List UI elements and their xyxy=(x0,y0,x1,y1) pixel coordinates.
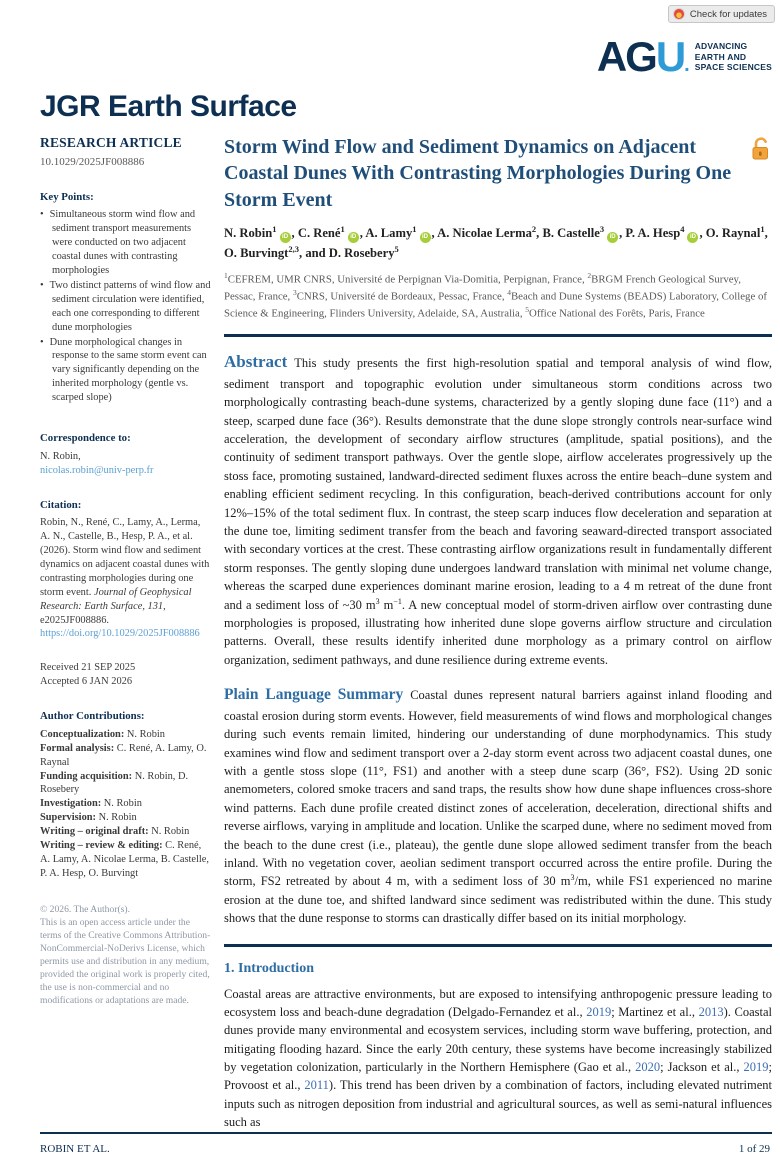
agu-logo-letters: AGU. xyxy=(596,33,688,80)
key-point-item: • Dune morphological changes in response to the same storm event can vary significantly depending on the inherited morphology (gentle vs. scarped slope) xyxy=(40,336,212,406)
text-segment: BRGM French Geological Survey, Pessac, France, xyxy=(224,273,741,303)
agu-logo-tagline: ADVANCING EARTH AND SPACE SCIENCES xyxy=(694,40,772,73)
text-segment: 5 xyxy=(525,305,530,315)
citation-section xyxy=(40,498,212,642)
author-contributions-list xyxy=(40,728,212,881)
check-for-updates-badge[interactable] xyxy=(668,5,775,23)
orcid-icon[interactable]: iD xyxy=(280,232,291,243)
author: B. Castelle$^3$iD , xyxy=(542,226,625,240)
authors-line xyxy=(224,223,772,263)
text-segment: −1 xyxy=(393,596,402,606)
author: O. Burvingt$^{2,3}$, and xyxy=(224,243,329,260)
copyright-line: © 2026. The Author(s). xyxy=(40,904,130,916)
correspondence-email-link[interactable]: nicolas.robin@univ-perp.fr xyxy=(40,464,154,476)
author: P. A. Hesp$^4$iD , xyxy=(625,226,705,240)
text-segment: ; Provoost et al., xyxy=(224,1060,772,1093)
citation-link[interactable]: 2019 xyxy=(743,1060,769,1075)
plain-language-summary-heading: Plain Language Summary xyxy=(224,686,404,704)
text-segment: 3 xyxy=(570,873,575,883)
contribution-item: Funding acquisition: N. Robin, D. Rosebery xyxy=(40,770,189,796)
text-segment: . A new conceptual model of storm-driven airflow over contrasting dune morphologies is proposed, illustrating how inherited dune slope governs airflow structure and circulation patterns. Overall, these results identify inherited dune morphology as a primary control on airflow organization, sediment pathways, and dune resilience during extreme events. xyxy=(224,597,773,667)
key-points-list xyxy=(40,208,212,405)
introduction-paragraph xyxy=(224,985,772,1132)
key-points-heading: Key Points: xyxy=(40,190,94,203)
author-contributions-heading: Author Contributions: xyxy=(40,710,145,723)
text-segment: CNRS, Université de Bordeaux, Pessac, France, xyxy=(296,290,508,303)
citation-link[interactable]: 2019 xyxy=(586,1004,612,1019)
open-access-lock-icon[interactable] xyxy=(750,136,772,167)
dates-section xyxy=(40,661,212,689)
citation-link[interactable]: 2020 xyxy=(635,1060,661,1075)
abstract-paragraph xyxy=(224,350,772,669)
text-segment: 3 xyxy=(375,596,380,606)
article-title: Storm Wind Flow and Sediment Dynamics on Adjacent Coastal Dunes With Contrasting Morphologies During One Storm Event xyxy=(224,135,732,211)
article-type-label: RESEARCH ARTICLE xyxy=(40,134,182,150)
page-footer xyxy=(40,1132,772,1155)
author: A. Nicolae Lerma$^2$, xyxy=(437,223,543,240)
citation-heading: Citation: xyxy=(40,498,82,511)
contribution-item: Formal analysis: C. René, A. Lamy, O. Raynal xyxy=(40,742,207,768)
received-date: Received 21 SEP 2025 xyxy=(40,662,136,674)
correspondence-section xyxy=(40,431,212,477)
contribution-item: Investigation: N. Robin xyxy=(40,798,142,810)
contribution-item: Writing – review & editing: C. René, A. Lamy, A. Nicolae Lerma, B. Castelle, P. A. Hesp, O. Burvingt xyxy=(40,840,209,880)
plain-language-summary-text xyxy=(224,688,772,925)
contribution-item: Supervision: N. Robin xyxy=(40,812,137,824)
author: A. Lamy$^1$iD , xyxy=(365,226,437,240)
author: D. Rosebery$^5$ xyxy=(328,243,399,260)
doi-text: 10.1029/2025JF008886 xyxy=(40,155,145,168)
introduction-heading: 1. Introduction xyxy=(224,960,314,976)
orcid-icon[interactable]: iD xyxy=(420,232,431,243)
crossmark-icon xyxy=(673,8,685,20)
text-segment: Robin, N., René, C., Lamy, A., Lerma, A. N., Castelle, B., Hesp, P. A., et al. (2026). Storm wind flow and sediment dynamics on adjacent coastal dunes with contrasting morphologies during one storm event. xyxy=(40,516,210,598)
citation-link[interactable]: https://doi.org/10.1029/2025JF008886 xyxy=(40,628,200,640)
text-segment: m xyxy=(379,597,394,612)
main-column xyxy=(224,134,772,1132)
author-contributions-section xyxy=(40,709,212,881)
text-segment: ). This trend has been driven by a combination of factors, including elevated nutriment inputs such as nitrogen deposition from industrial and agricultural sources, as well as semi-natural influences such as xyxy=(224,1078,772,1130)
text-segment: ). Coastal dunes provide many environmental and ecosystem services, including storm wave buffering, protection, and mitigating flooding hazard. Since the early 20th century, these systems have become increasingly stabilized by vegetation colonization, particularly in the Northern Hemisphere (Gao et al., xyxy=(224,1004,772,1075)
key-point-item: • Simultaneous storm wind flow and sediment transport measurements were conducted on two adjacent coastal dunes with contrasting morphologies xyxy=(40,208,212,278)
orcid-icon[interactable]: iD xyxy=(348,232,359,243)
text-segment: 2 xyxy=(587,271,592,281)
text-segment: 4 xyxy=(507,288,511,298)
agu-logo xyxy=(40,33,772,80)
text-segment: Office National des Forêts, Paris, France xyxy=(529,307,705,320)
contribution-item: Conceptualization: N. Robin xyxy=(40,728,165,740)
divider-above-abstract xyxy=(224,334,772,337)
text-segment: ; Martinez et al., xyxy=(611,1004,699,1019)
author: C. René$^1$iD , xyxy=(298,226,366,240)
text-segment: ; Jackson et al., xyxy=(660,1060,744,1075)
text-segment: /m, while FS1 experienced no marine erosion at the dune toe, and shifted landward since sediment was redistributed within the dune. This study shows that the dune response to storms can drastically differ based on its initial morphology. xyxy=(224,874,772,926)
citation-link[interactable]: 2011 xyxy=(304,1078,329,1093)
abstract-text xyxy=(224,356,772,667)
author: N. Robin$^1$iD , xyxy=(224,226,298,240)
journal-name: JGR Earth Surface xyxy=(40,89,297,123)
author: O. Raynal$^1$, xyxy=(705,223,768,240)
key-point-item: • Two distinct patterns of wind flow and sediment circulation were identified, each one corresponding to different dune morphologies xyxy=(40,279,212,335)
text-segment: 3 xyxy=(292,288,297,298)
citation-text xyxy=(40,516,212,641)
abstract-heading: Abstract xyxy=(224,351,288,371)
copyright-notice xyxy=(40,903,212,1007)
check-for-updates-label: Check for updates xyxy=(689,8,767,20)
text-segment: Coastal dunes represent natural barriers against inland flooding and coastal erosion during storm events. However, field measurements of wind flows and morphological changes during such events remain limited, hindering our understanding of dune morphodynamics. This study examines wind flow and sediment transport over a 2-day storm event across two adjacent coastal dunes, one with a gentle stoss slope (11°, FS1) and another with a steep dune scarp (36°, FS2). Using 2D sonic anemometers, colored smoke tracers and sand traps, the results show how dune shape influences cross-shore wind patterns. Each dune profile created distinct zones of acceleration, deceleration, directional shifts and reverse airflows, varying in amplitude and location. Unlike the scarped dune, where no sediment moved from the beach to the dune crest (i.e., plateau), the gentle dune slope allowed sediment transfer from the beach inland. With no vegetation cover, aeolian sediment transport occurred across the entire profile. During the storm, FS2 retreated by about 4 m, with a sediment loss of 30 m xyxy=(224,688,772,889)
text-segment: Coastal areas are attractive environments, but are exposed to intensifying anthropogenic pressure leading to ecosystem loss and beach-dune degradation (Delgado-Fernandez et al., xyxy=(224,986,772,1019)
affiliations xyxy=(224,271,772,322)
plain-language-summary-paragraph xyxy=(224,684,772,927)
key-points-section xyxy=(40,190,212,406)
orcid-icon[interactable]: iD xyxy=(607,232,618,243)
orcid-icon[interactable]: iD xyxy=(687,232,698,243)
text-segment: CEFREM, UMR CNRS, Université de Perpignan Via-Domitia, Perpignan, France, xyxy=(227,273,588,286)
accepted-date: Accepted 6 JAN 2026 xyxy=(40,676,133,688)
citation-link[interactable]: 2013 xyxy=(698,1004,724,1019)
correspondence-name: N. Robin, xyxy=(40,450,81,462)
text-segment: 1 xyxy=(224,271,228,281)
footer-page-number: 1 of 29 xyxy=(738,1142,770,1155)
text-segment: Beach and Dune Systems (BEADS) Laboratory, College of Science & Engineering, Flinders University, Adelaide, SA, Australia, xyxy=(224,290,767,320)
footer-running-head: ROBIN ET AL. xyxy=(40,1142,110,1155)
left-sidebar xyxy=(40,134,212,1132)
text-segment: This study presents the first high-resolution spatial and temporal analysis of wind flow, sediment transport and topographic evolution under simultaneous storm conditions across two morphologically contrasting beach-dune systems, characterized by a gently sloping dune face (11°) and a steep, scarped dune face (36°). Results demonstrate that the dune slope strongly controls near-surface wind acceleration, the development of secondary airflow structures (amplitude, spatial positions), and the continuity of sediment transport pathways. Over the gentle slope, airflow accelerates progressively up the stoss face, promoting sustained, landward-directed sediment fluxes across the entire beach–dune system and enabling efficient sediment recycling. In this configuration, beach-derived contributions account for only 12%–15% of the total sediment flux. In contrast, the steep scarp induces flow deceleration and separation at the dune toe, limiting sediment transfer from the beach and favoring seaward-directed transport associated with secondary vortices at the crest. These contrasting airflow organizations result in fundamentally different storm responses. The gently sloping dune undergoes landward translation with minimal net volume change, whereas the scarped dune experiences dominant marine erosion, leading to a 4 m retreat of the dune front and a sediment loss of ~30 m xyxy=(224,355,772,612)
footer-divider xyxy=(40,1132,772,1134)
correspondence-heading: Correspondence to: xyxy=(40,432,131,445)
contribution-item: Writing – original draft: N. Robin xyxy=(40,826,190,838)
divider-above-introduction xyxy=(224,944,772,947)
text-segment: Journal of Geophysical Research: Earth Surface, 131 xyxy=(40,586,192,612)
text-segment: , e2025JF008886. xyxy=(40,600,166,626)
copyright-body: This is an open access article under the terms of the Creative Commons Attribution-NonCommercial-NoDerivs License, which permits use and distribution in any medium, provided the original work is properly cited, the use is non-commercial and no modifications or adaptations are made. xyxy=(40,917,211,1007)
